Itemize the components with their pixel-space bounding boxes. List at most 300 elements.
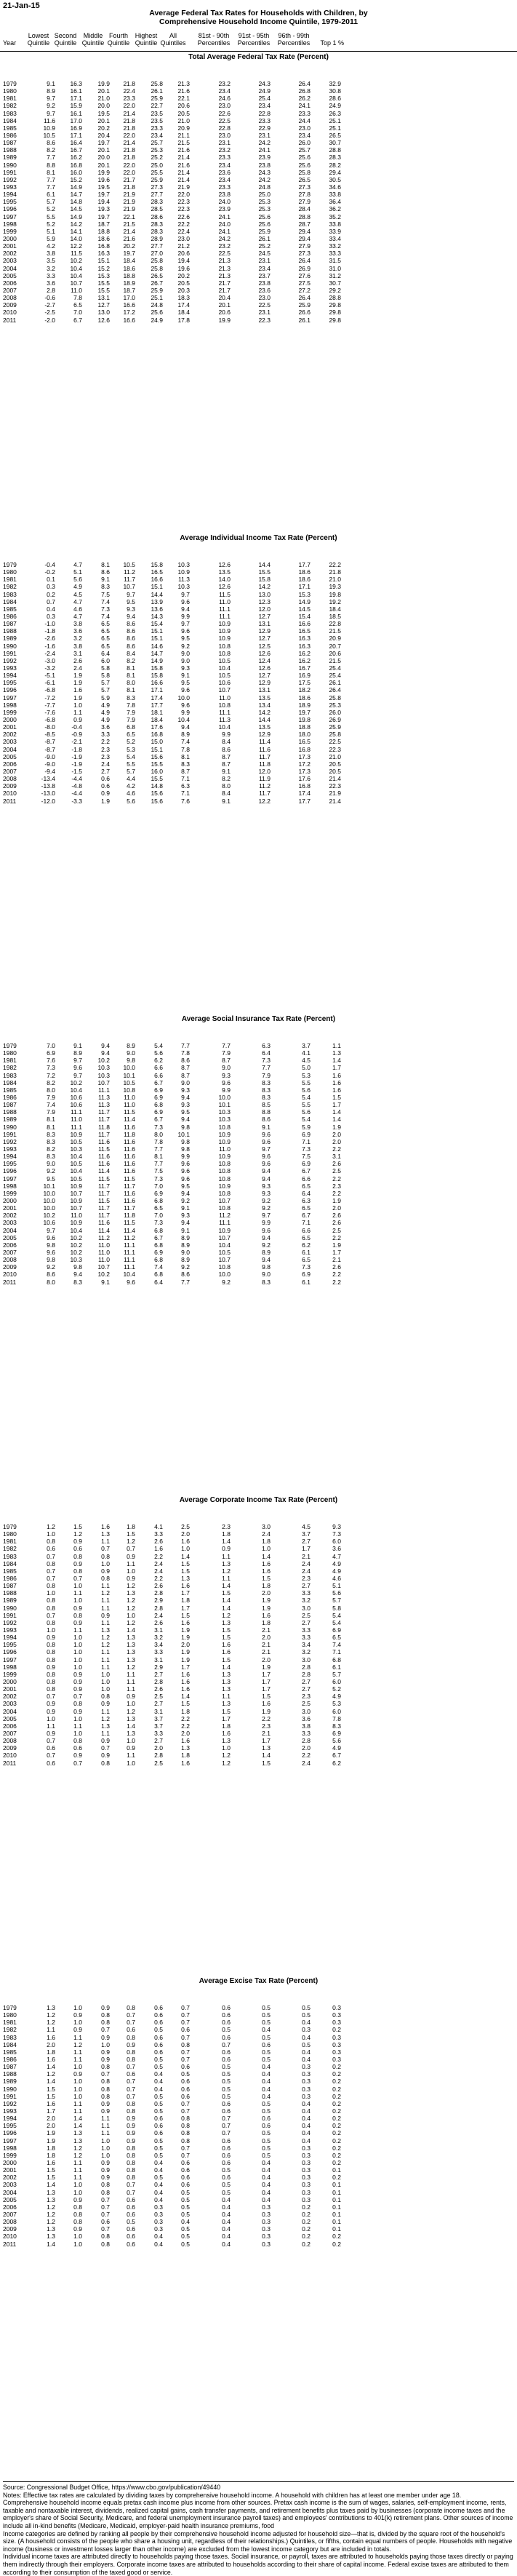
value-cell: 3.1 [154,1655,163,1663]
value-cell: 1.0 [101,1670,110,1678]
value-cell: 9.1 [101,1278,110,1286]
table-row [0,1567,517,1575]
value-cell: 19.3 [329,583,341,591]
value-cell: 26.4 [298,80,310,87]
value-cell: 23.1 [218,139,231,147]
value-cell: 0.8 [101,2092,110,2100]
value-cell: 7.3 [302,1263,310,1271]
value-cell: 7.0 [154,1182,163,1190]
value-cell: 1.1 [101,1597,110,1605]
value-cell: 2.4 [154,1567,163,1575]
table-row [0,2026,517,2033]
value-cell: 0.9 [127,1552,135,1560]
value-cell: 5.5 [302,1101,310,1109]
value-cell: 2.8 [154,1589,163,1597]
value-cell: 24.1 [298,102,310,110]
value-cell: 2.2 [181,1722,190,1730]
value-cell: 1.5 [222,1655,231,1663]
value-cell: 8.7 [222,752,231,760]
value-cell: 5.1 [332,1582,341,1590]
value-cell: 21.0 [177,116,190,124]
year-cell: 1986 [3,2055,17,2063]
value-cell: 10.7 [218,1233,231,1241]
value-cell: 5.6 [154,1049,163,1057]
value-cell: 28.8 [329,294,341,302]
table-row [0,1219,517,1226]
value-cell: 24.8 [258,183,270,191]
year-cell: 1988 [3,627,17,635]
value-cell: 1.4 [73,2115,82,2123]
value-cell: 0.5 [222,2063,231,2071]
value-cell: 12.3 [258,597,270,605]
value-cell: 21.4 [177,175,190,183]
table-row [0,1057,517,1064]
value-cell: 9.6 [181,1160,190,1168]
value-cell: 34.6 [329,183,341,191]
value-cell: 1.2 [47,2070,55,2078]
value-cell: 17.0 [70,116,82,124]
value-cell: 1.0 [73,1655,82,1663]
value-cell: 25.8 [329,731,341,739]
value-cell: 9.6 [181,686,190,694]
value-cell: 8.3 [262,1086,270,1094]
table-row [0,235,517,242]
value-cell: 12.4 [258,656,270,664]
value-cell: 0.3 [302,2188,310,2196]
value-cell: 7.7 [154,1160,163,1168]
value-cell: 7.0 [73,309,82,317]
value-cell: 6.9 [154,1093,163,1101]
value-cell: 10.5 [123,561,135,568]
value-cell: 10.5 [70,1137,82,1145]
value-cell: 0.5 [154,2063,163,2071]
value-cell: 15.5 [97,286,110,294]
value-cell: 20.5 [177,109,190,117]
value-cell: 1.0 [101,2040,110,2048]
table-row [0,1671,517,1678]
value-cell: 23.2 [218,80,231,87]
value-cell: 1.6 [332,1078,341,1086]
value-cell: 23.3 [258,116,270,124]
value-cell: 7.3 [154,1219,163,1227]
value-cell: 8.5 [262,1101,270,1109]
value-cell: 0.8 [47,1685,55,1693]
value-cell: 26.2 [298,95,310,103]
value-cell: 9.6 [181,597,190,605]
value-cell: 21.8 [123,154,135,162]
value-cell: 7.6 [181,797,190,805]
value-cell: 0.8 [47,1597,55,1605]
value-cell: 8.3 [47,1130,55,1138]
value-cell: 6.2 [154,1057,163,1065]
value-cell: 2.7 [302,1538,310,1546]
value-cell: 5.2 [332,1685,341,1693]
value-cell: 29.2 [329,286,341,294]
value-cell: 29.4 [329,168,341,176]
value-cell: 0.2 [332,2122,341,2130]
value-cell: 11.8 [98,1123,110,1131]
year-cell: 2010 [3,1752,17,1760]
value-cell: 8.0 [47,1086,55,1094]
year-cell: 1981 [3,2019,17,2027]
value-cell: 1.6 [73,686,82,694]
value-cell: 1.4 [73,2122,82,2130]
table-row [0,1138,517,1145]
value-cell: 7.1 [181,790,190,798]
value-cell: 24.1 [218,227,231,235]
year-cell: 2004 [3,1707,17,1715]
value-cell: 10.0 [43,1196,55,1204]
value-cell: 0.2 [302,2233,310,2241]
value-cell: 0.2 [302,2203,310,2211]
value-cell: 6.5 [302,1256,310,1264]
value-cell: -1.9 [71,760,82,768]
value-cell: 0.3 [302,2085,310,2093]
value-cell: 10.9 [218,1137,231,1145]
value-cell: 0.5 [222,2166,231,2174]
value-cell: 9.7 [47,95,55,103]
value-cell: 1.2 [222,1567,231,1575]
value-cell: 0.1 [332,2210,341,2218]
value-cell: 8.6 [262,1116,270,1124]
value-cell: 0.3 [47,583,55,591]
value-cell: 1.5 [262,1693,270,1701]
value-cell: 1.1 [101,1729,110,1737]
table-row [0,2063,517,2070]
value-cell: 2.8 [302,1670,310,1678]
value-cell: 0.9 [101,790,110,798]
year-cell: 2000 [3,1677,17,1685]
value-cell: 13.9 [151,597,163,605]
value-cell: 1.0 [222,1744,231,1752]
value-cell: 9.4 [73,1271,82,1279]
value-cell: 1.1 [101,1648,110,1656]
value-cell: 0.8 [127,2158,135,2166]
year-cell: 1980 [3,87,17,95]
table-row [0,1538,517,1545]
value-cell: 25.2 [258,242,270,250]
value-cell: 3.8 [73,642,82,650]
table-row [0,591,517,598]
value-cell: 9.1 [222,767,231,775]
value-cell: 1.0 [73,2063,82,2071]
value-cell: 6.0 [332,1707,341,1715]
value-cell: 1.4 [127,1626,135,1634]
value-cell: 23.6 [218,168,231,176]
value-cell: 1.1 [332,1042,341,1049]
value-cell: 29.8 [329,301,341,309]
value-cell: 0.8 [127,2048,135,2056]
value-cell: 0.3 [302,2181,310,2189]
value-cell: 3.2 [302,1597,310,1605]
value-cell: 2.2 [332,1233,341,1241]
value-cell: 1.0 [73,2085,82,2093]
value-cell: 0.4 [302,2122,310,2130]
value-cell: 10.4 [177,715,190,723]
value-cell: 0.7 [47,1552,55,1560]
value-cell: 9.9 [181,708,190,716]
value-cell: 0.6 [262,2122,270,2130]
note-paragraph: Notes: Effective tax rates are calculated by dividing taxes by comprehensive household income. A household with children has at least one member under age 18. [3,2491,462,2499]
year-cell: 2008 [3,2218,17,2226]
value-cell: 24.2 [218,234,231,242]
value-cell: 1.5 [222,1634,231,1642]
value-cell: 25.6 [258,212,270,220]
value-cell: 21.6 [177,87,190,95]
table-row [0,2196,517,2203]
value-cell: 2.4 [302,1559,310,1567]
value-cell: 0.6 [127,2233,135,2241]
value-cell: 0.9 [127,2136,135,2144]
year-cell: 1979 [3,80,17,87]
value-cell: 0.6 [127,2240,135,2248]
value-cell: 3.7 [302,1042,310,1049]
value-cell: 27.8 [298,191,310,199]
value-cell: 9.6 [262,1153,270,1161]
value-cell: 2.5 [332,1226,341,1234]
value-cell: 1.8 [262,1538,270,1546]
value-cell: 1.0 [73,2078,82,2086]
value-cell: 7.5 [154,1167,163,1175]
value-cell: 11.6 [98,1153,110,1161]
value-cell: -13.8 [41,782,55,790]
value-cell: 19.9 [97,80,110,87]
value-cell: 14.5 [298,605,310,613]
value-cell: 1.6 [262,1700,270,1708]
value-cell: 6.7 [302,1212,310,1220]
value-cell: 0.9 [101,2055,110,2063]
value-cell: 8.2 [47,146,55,154]
year-cell: 1979 [3,561,17,568]
value-cell: 6.5 [101,635,110,643]
value-cell: 1.1 [73,1626,82,1634]
year-cell: 1995 [3,2122,17,2130]
value-cell: 2.0 [181,1530,190,1538]
value-cell: 0.6 [154,2048,163,2056]
value-cell: 19.4 [97,198,110,206]
value-cell: 23.0 [258,294,270,302]
value-cell: 0.5 [154,2107,163,2115]
value-cell: 26.0 [329,708,341,716]
value-cell: 1.5 [262,1759,270,1767]
value-cell: 27.0 [151,250,163,258]
section-title: Total Average Federal Tax Rate (Percent) [188,53,329,61]
value-cell: 1.4 [262,1752,270,1760]
value-cell: 8.9 [181,731,190,739]
value-cell: 9.6 [181,1174,190,1182]
table-row [0,2100,517,2107]
value-cell: 1.2 [127,1597,135,1605]
value-cell: 11.6 [124,1167,135,1175]
table-row [0,1744,517,1752]
value-cell: 25.3 [151,146,163,154]
value-cell: 10.6 [70,1101,82,1109]
value-cell: 8.3 [181,760,190,768]
table-row [0,657,517,664]
value-cell: 16.7 [70,146,82,154]
table-row [0,2070,517,2078]
value-cell: 1.9 [73,679,82,687]
value-cell: 8.0 [222,782,231,790]
value-cell: 7.3 [47,1064,55,1072]
report-date: 21-Jan-15 [3,1,40,10]
value-cell: -4.4 [71,790,82,798]
value-cell: 10.7 [70,279,82,287]
value-cell: 8.6 [181,1057,190,1065]
table-row [0,1145,517,1153]
table-row [0,760,517,768]
year-cell: 1995 [3,679,17,687]
table-row [0,2034,517,2041]
value-cell: 8.9 [127,1042,135,1049]
value-cell: 0.7 [222,2129,231,2137]
value-cell: 1.1 [127,1752,135,1760]
value-cell: 0.8 [73,2210,82,2218]
value-cell: 1.2 [47,2011,55,2019]
year-cell: 2003 [3,1219,17,1227]
value-cell: 6.0 [332,1677,341,1685]
value-cell: 10.2 [70,1241,82,1249]
value-cell: 0.6 [181,2181,190,2189]
value-cell: 8.1 [101,561,110,568]
table-row [0,1256,517,1263]
value-cell: 1.3 [181,1744,190,1752]
value-cell: 18.5 [329,612,341,620]
value-cell: 23.2 [218,242,231,250]
value-cell: 1.3 [101,1530,110,1538]
year-cell: 1989 [3,1116,17,1124]
year-cell: 2004 [3,2188,17,2196]
value-cell: 18.8 [97,227,110,235]
value-cell: 7.7 [47,175,55,183]
note-paragraph: Source: Congressional Budget Office, https://www.cbo.gov/publication/49440 [3,2484,221,2491]
value-cell: 9.6 [262,1130,270,1138]
value-cell: 2.2 [302,1752,310,1760]
value-cell: 0.8 [127,2004,135,2011]
value-cell: 13.1 [258,686,270,694]
value-cell: 10.2 [70,257,82,265]
value-cell: 0.7 [101,2195,110,2203]
value-cell: 9.2 [222,1278,231,1286]
value-cell: 8.1 [181,752,190,760]
value-cell: 1.0 [73,2181,82,2189]
value-cell: 6.1 [302,1248,310,1256]
value-cell: 0.2 [332,2063,341,2071]
value-cell: 0.4 [302,2136,310,2144]
value-cell: 16.2 [298,656,310,664]
table-row [0,2233,517,2240]
value-cell: 23.3 [298,109,310,117]
value-cell: 23.1 [258,309,270,317]
value-cell: 8.6 [101,568,110,576]
value-cell: 6.6 [302,1174,310,1182]
value-cell: 16.8 [298,782,310,790]
value-cell: 10.2 [70,1078,82,1086]
value-cell: 2.2 [154,1552,163,1560]
value-cell: 0.4 [154,2085,163,2093]
table-row [0,798,517,805]
value-cell: 0.4 [262,2195,270,2203]
table-row [0,1730,517,1737]
table-row [0,2189,517,2196]
value-cell: 6.1 [302,1278,310,1286]
table-row [0,1589,517,1597]
value-cell: 14.3 [151,612,163,620]
value-cell: 0.9 [127,2115,135,2123]
value-cell: 11.0 [71,1116,82,1124]
value-cell: 0.6 [222,2033,231,2041]
value-cell: 31.2 [329,271,341,279]
table-section [0,1014,517,1286]
value-cell: 22.3 [258,316,270,324]
value-cell: 1.2 [222,1752,231,1760]
value-cell: 3.6 [101,723,110,731]
year-cell: 1981 [3,1538,17,1546]
value-cell: 10.5 [70,1174,82,1182]
value-cell: 0.5 [222,2085,231,2093]
value-cell: 25.6 [298,161,310,169]
value-cell: 0.1 [332,2225,341,2233]
value-cell: 25.9 [258,227,270,235]
value-cell: 3.6 [332,1545,341,1553]
value-cell: 1.3 [127,1714,135,1722]
year-cell: 1993 [3,1145,17,1153]
value-cell: 0.5 [262,2129,270,2137]
value-cell: 6.5 [302,1204,310,1212]
value-cell: 18.4 [329,605,341,613]
value-cell: 9.1 [181,1204,190,1212]
value-cell: 17.4 [298,790,310,798]
value-cell: 1.5 [222,1589,231,1597]
value-cell: 10.9 [70,1130,82,1138]
value-cell: 9.0 [262,1271,270,1279]
value-cell: 9.4 [181,723,190,731]
table-section [0,1495,517,1767]
value-cell: 0.7 [47,597,55,605]
value-cell: 1.1 [73,2033,82,2041]
value-cell: 6.4 [154,1278,163,1286]
value-cell: 0.5 [222,2078,231,2086]
table-row [0,561,517,568]
value-cell: 18.7 [123,286,135,294]
year-cell: 2006 [3,279,17,287]
value-cell: 1.6 [181,1538,190,1546]
value-cell: 20.9 [177,124,190,132]
value-cell: 1.3 [73,2136,82,2144]
value-cell: 0.6 [181,2026,190,2034]
value-cell: 0.6 [154,2004,163,2011]
value-cell: 14.5 [70,205,82,213]
value-cell: 9.7 [181,620,190,628]
value-cell: 27.7 [151,242,163,250]
value-cell: 9.6 [262,1160,270,1168]
value-cell: 14.0 [218,576,231,584]
value-cell: 0.4 [262,2078,270,2086]
table-row [0,1190,517,1197]
value-cell: 8.1 [127,664,135,672]
value-cell: 0.4 [222,2225,231,2233]
value-cell: 17.7 [298,797,310,805]
value-cell: 23.0 [218,131,231,139]
value-cell: 21.8 [123,80,135,87]
value-cell: 2.0 [154,1744,163,1752]
table-row [0,1167,517,1174]
value-cell: 20.2 [177,271,190,279]
value-cell: 27.3 [298,250,310,258]
value-cell: 0.6 [154,2129,163,2137]
value-cell: 1.3 [101,1626,110,1634]
value-cell: 15.3 [298,590,310,598]
